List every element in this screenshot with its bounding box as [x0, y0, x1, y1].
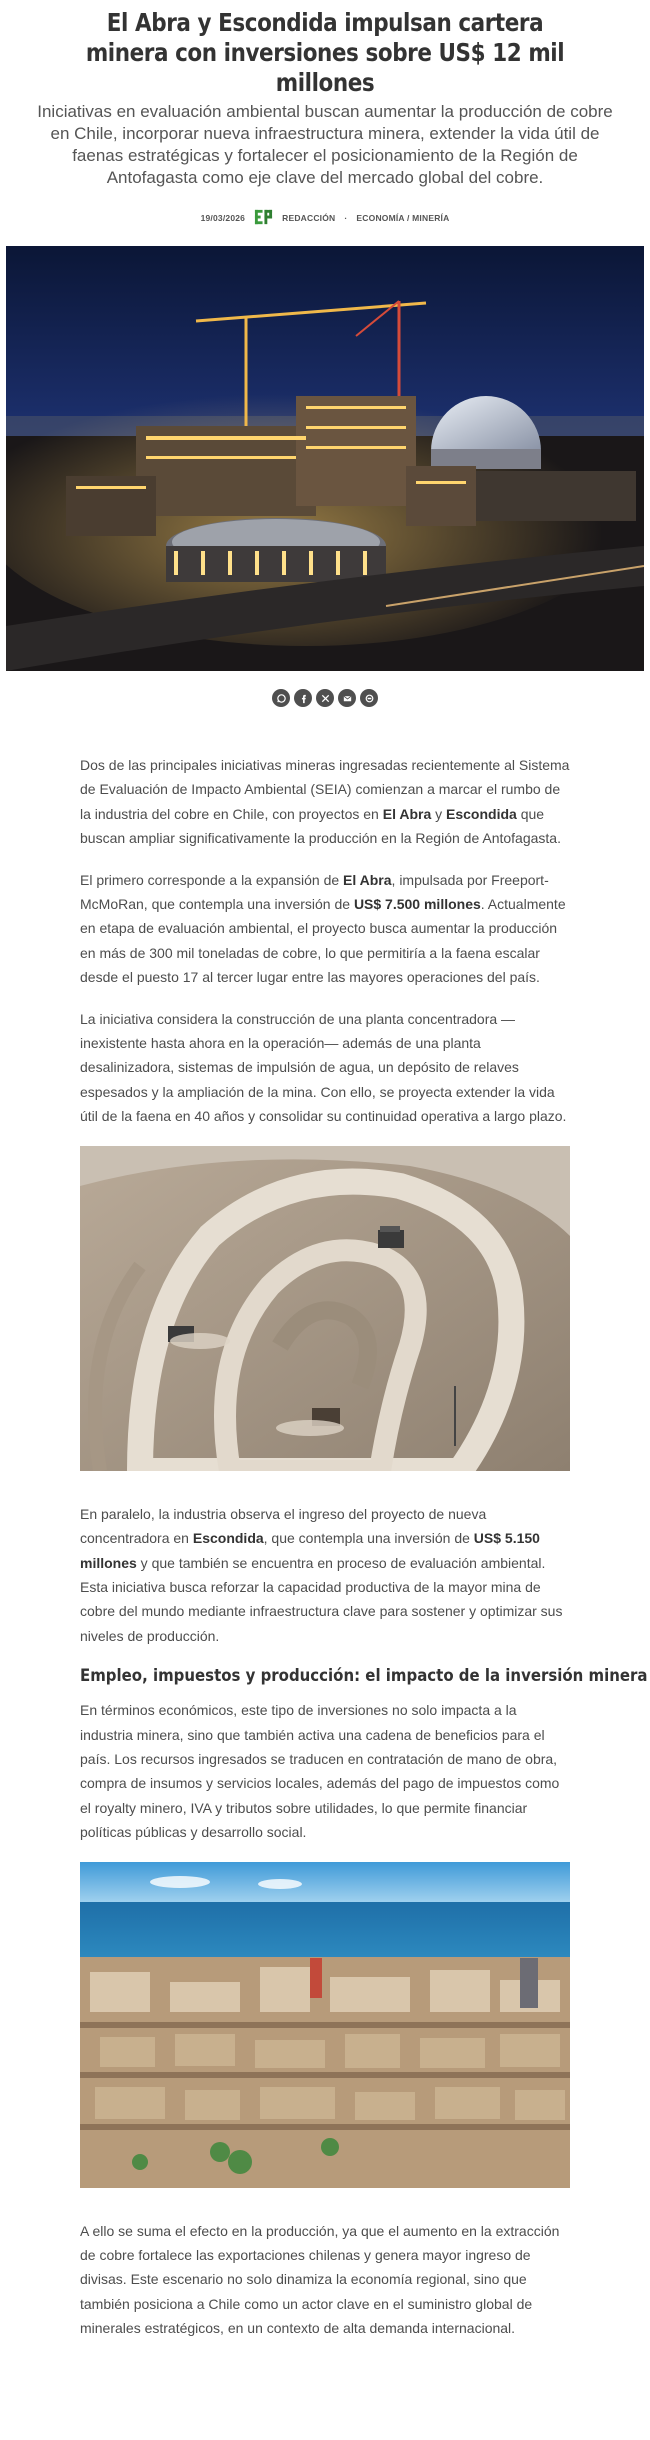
share-link-button[interactable] — [360, 689, 378, 707]
paragraph-2: El primero corresponde a la expansión de El Abra, impulsada por Freeport-McMoRan, que contempla una inversión de US$ 7.500 millones. Actualmente en etapa de evaluación ambiental, el proyecto busca aumentar la producción en más de 300 mil toneladas de cobre, lo que permitiría a la faena escalar desde el puesto 17 al tercer lugar entre las mayores operaciones del país. — [80, 871, 566, 986]
meta-separator: · — [344, 212, 348, 223]
share-bar — [0, 689, 650, 707]
share-x-button[interactable] — [316, 689, 334, 707]
bold-investment-amount: US$ 7.500 millones — [353, 896, 481, 913]
author-name[interactable]: REDACCIÓN — [282, 212, 336, 223]
hero-image — [6, 246, 644, 671]
article-category[interactable]: ECONOMÍA / MINERÍA — [356, 212, 450, 223]
share-email-button[interactable] — [338, 689, 356, 707]
antofagasta-city-image — [80, 1862, 570, 2188]
publish-date: 19/03/2026 — [200, 212, 246, 223]
bold-investment-amount: US$ 5.150 millones — [80, 1530, 540, 1571]
paragraph-6: A ello se suma el efecto en la producción, ya que el aumento en la extracción de cobre fortalece las exportaciones chilenas y genera mayor ingreso de divisas. Este escenario no solo dinamiza la economía regional, sino que también posiciona a Chile como un actor clave en el suministro global de minerales estratégicos, en un contexto de alta demanda internacional. — [80, 2222, 560, 2337]
paragraph-5: En términos económicos, este tipo de inversiones no solo impacta a la industria minera, sino que también activa una cadena de beneficios para el país. Los recursos ingresados se traducen en contratación de mano de obra, compra de insumos y servicios locales, además del pago de impuestos como el royalty minero, IVA y tributos sobre utilidades, lo que permite financiar políticas públicas y desarrollo social. — [80, 1702, 560, 1841]
open-pit-mine-image — [80, 1146, 570, 1471]
article-meta — [0, 208, 650, 227]
article-title: El Abra y Escondida impulsan cartera minera con inversiones sobre US$ 12 mil millones — [85, 8, 565, 97]
section-heading: Empleo, impuestos y producción: el impacto de la inversión minera — [80, 1666, 648, 1687]
article-header — [0, 8, 650, 227]
share-whatsapp-button[interactable] — [272, 689, 290, 707]
email-icon — [342, 693, 353, 704]
bold-escondida: Escondida — [446, 805, 517, 822]
paragraph-3: La iniciativa considera la construcción de una planta concentradora —inexistente hasta ahora en la operación— además de una planta desalinizadora, sistemas de impulsión de agua, un depósito de relaves espesados y la ampliación de la mina. Con ello, se proyecta extender la vida útil de la faena en 40 años y consolidar su continuidad operativa a largo plazo. — [80, 1010, 567, 1125]
paragraph-1: Dos de las principales iniciativas mineras ingresadas recientemente al Sistema de Evaluación de Impacto Ambiental (SEIA) comienzan a marcar el rumbo de la industria del cobre en Chile, con proyectos en El Abra y Escondida que buscan ampliar significativamente la producción en la Región de Antofagasta. — [80, 757, 570, 847]
article-subtitle: Iniciativas en evaluación ambiental buscan aumentar la producción de cobre en Chile, incorporar nueva infraestructura minera, extender la vida útil de faenas estratégicas y fortalecer el posicionamiento de la Región de Antofagasta como eje clave del mercado global del cobre. — [37, 102, 613, 187]
facebook-icon — [298, 693, 309, 704]
paragraph-4: En paralelo, la industria observa el ingreso del proyecto de nueva concentradora en Escondida, que contempla una inversión de US$ 5.150 millones y que también se encuentra en proceso de evaluación ambiental. Esta iniciativa busca reforzar la capacidad productiva de la mayor mina de cobre del mundo mediante infraestructura clave para sostener y optimizar sus niveles de producción. — [80, 1505, 563, 1644]
article-body — [80, 753, 648, 2341]
share-facebook-button[interactable] — [294, 689, 312, 707]
bold-el-abra: El Abra — [343, 871, 392, 888]
bold-escondida: Escondida — [192, 1530, 264, 1547]
link-icon — [364, 693, 375, 704]
x-icon — [320, 693, 331, 704]
whatsapp-icon — [276, 693, 287, 704]
publisher-logo-icon — [254, 208, 273, 227]
bold-el-abra: El Abra — [382, 805, 432, 822]
